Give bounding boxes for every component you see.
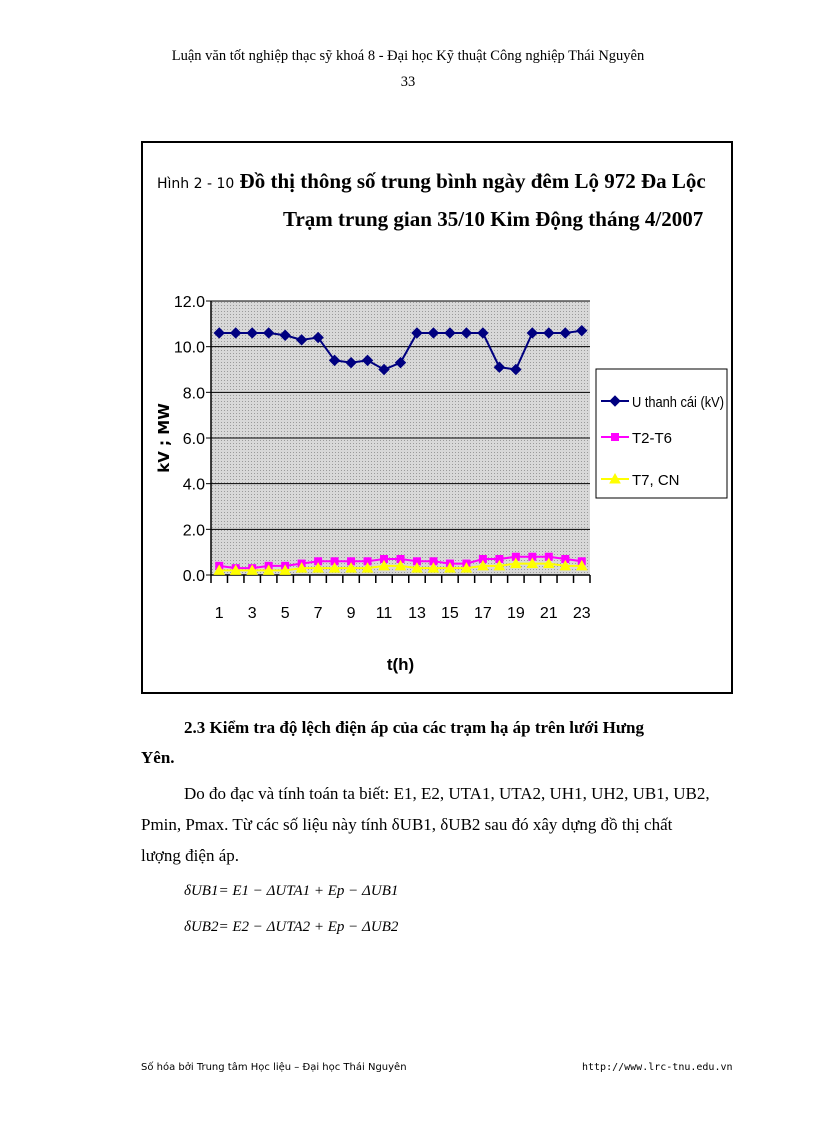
legend-marker <box>612 434 619 441</box>
y-tick-label: 10.0 <box>173 339 205 357</box>
y-tick-label: 8.0 <box>182 385 205 403</box>
page-number: 33 <box>400 74 416 90</box>
x-tick-label: 7 <box>313 605 323 622</box>
x-tick-label: 13 <box>408 605 426 622</box>
y-tick-label: 2.0 <box>182 522 205 540</box>
x-tick-label: 15 <box>441 605 459 622</box>
x-tick-label: 19 <box>506 605 525 622</box>
x-tick-label: 3 <box>247 605 257 622</box>
x-tick-label: 11 <box>375 605 393 622</box>
section-heading-cont: Yên. <box>141 748 175 767</box>
legend <box>596 369 727 498</box>
footer-link[interactable]: http://www.lrc-tnu.edu.vn <box>582 1062 733 1073</box>
x-tick-label: 1 <box>214 605 224 622</box>
paragraph-line-2: Pmin, Pmax. Từ các số liệu này tính δUB1, δUB2 sau đó xây dựng đồ thị chất <box>141 815 673 834</box>
figure-frame <box>141 141 733 694</box>
paragraph-line-1 <box>184 779 744 809</box>
formula-2: δUB2= E2 − ΔUTA2 + Ep − ΔUB2 <box>184 919 399 935</box>
y-axis-label: kV ; MW <box>155 403 173 473</box>
x-tick-label: 9 <box>346 605 356 622</box>
legend-label: U thanh cái (kV) <box>632 394 724 411</box>
x-tick-label: 17 <box>473 605 492 622</box>
paragraph-line-3: lượng điện áp. <box>141 846 239 865</box>
paragraph-text-1: Do đo đạc và tính toán ta biết: E1, E2, UTA1, UTA2, UH1, UH2, UB1, UB2, <box>184 784 710 803</box>
figure-caption-line2: Trạm trung gian 35/10 Kim Động tháng 4/2007 <box>283 207 704 231</box>
figure-caption-prefix: Hình 2 - 10 <box>157 176 235 192</box>
line-chart <box>143 143 731 692</box>
x-axis-label: t(h) <box>386 655 415 674</box>
x-tick-label: 5 <box>280 605 290 622</box>
y-tick-label: 12.0 <box>173 294 205 311</box>
section-heading: 2.3 Kiểm tra độ lệch điện áp của các trạm hạ áp trên lưới Hưng <box>184 718 644 737</box>
x-tick-label: 21 <box>539 605 558 622</box>
y-tick-label: 4.0 <box>182 476 205 494</box>
figure-caption-title: Đồ thị thông số trung bình ngày đêm Lộ 972 Đa Lộc <box>239 169 706 193</box>
y-tick-label: 6.0 <box>182 431 205 448</box>
formula-1: δUB1= E1 − ΔUTA1 + Ep − ΔUB1 <box>184 883 399 899</box>
y-tick-label: 0.0 <box>182 568 205 585</box>
x-tick-label: 23 <box>572 605 591 622</box>
legend-label: T2-T6 <box>632 430 673 447</box>
running-header: Luận văn tốt nghiệp thạc sỹ khoá 8 - Đại học Kỹ thuật Công nghiệp Thái Nguyên <box>171 48 645 64</box>
footer-left: Số hóa bởi Trung tâm Học liệu – Đại học Thái Nguyên <box>141 1062 407 1073</box>
legend-label: T7, CN <box>632 472 680 489</box>
